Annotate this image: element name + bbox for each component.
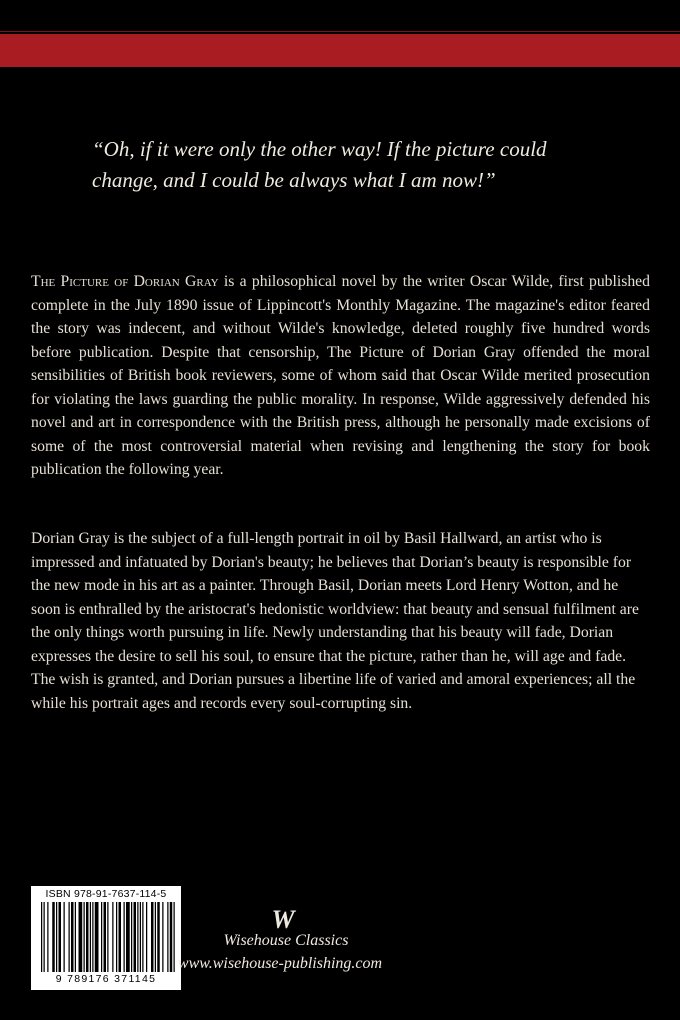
barcode-bar <box>131 902 132 972</box>
barcode-bar <box>119 902 122 972</box>
barcode-bar <box>107 902 108 972</box>
epigraph-quote: “Oh, if it were only the other way! If the picture could change, and I could be always what I am now!” <box>92 137 547 192</box>
barcode-bar <box>84 902 85 972</box>
barcode-bar <box>112 902 113 972</box>
barcode-bar <box>75 902 76 972</box>
barcode-bar <box>44 902 45 972</box>
barcode-bar <box>104 902 107 972</box>
barcode-bar <box>151 902 154 972</box>
barcode-bar <box>64 902 65 972</box>
book-title-small-caps: The Picture of Dorian Gray <box>31 273 219 290</box>
barcode-bar <box>71 902 74 972</box>
barcode-bar <box>95 902 99 972</box>
barcode-bar <box>47 902 48 972</box>
barcode-bar <box>116 902 117 972</box>
barcode-bar <box>92 902 93 972</box>
publisher-name: Wisehouse Classics <box>223 932 349 949</box>
barcode-bar <box>56 902 57 972</box>
barcode-bar <box>52 902 55 972</box>
barcode-bar <box>140 902 141 972</box>
ean-digits: 9 789176 371145 <box>55 973 157 985</box>
barcode-bar <box>101 902 102 972</box>
barcode-bar <box>142 902 143 972</box>
barcode-bar <box>41 902 42 972</box>
barcode-bar <box>137 902 138 972</box>
barcode-bars <box>41 902 177 972</box>
isbn-label: ISBN 978-91-7637-114-5 <box>45 888 167 900</box>
top-red-band <box>0 34 680 67</box>
synopsis-paragraph-1-text: is a philosophical novel by the writer Oscar Wilde, first published complete in the July 1890 issue of Lippincott's Monthly Magazine. The magazine's editor feared the story was indecent, and without Wilde's knowledge, deleted roughly five hundred words before publication. Despite that censorship, The Picture of Dorian Gray offended the moral sensibilities of British book reviewers, some of whom said that Oscar Wilde merited prosecution for violating the laws guarding the public morality. In response, Wilde aggressively defended his novel and art in correspondence with the British press, although he personally made excisions of some of the most controversial material when revising and lengthening the story for book publication the following year. <box>31 273 650 478</box>
top-band-edge <box>0 31 680 32</box>
barcode-bar <box>86 902 89 972</box>
barcode-bar <box>124 902 125 972</box>
barcode-bar <box>59 902 62 972</box>
barcode-bar <box>69 902 70 972</box>
barcode-bar <box>90 902 91 972</box>
publisher-website: www.wisehouse-publishing.com <box>177 955 383 972</box>
synopsis-paragraph-1 <box>31 270 650 482</box>
synopsis-paragraph-2: Dorian Gray is the subject of a full-length portrait in oil by Basil Hallward, an artist who is impressed and infatuated by Dorian's beauty; he believes that Dorian’s beauty is responsible for the new mode in his art as a painter. Through Basil, Dorian meets Lord Henry Wotton, and he soon is enthralled by the aristocrat's hedonistic worldview: that beauty and sensual fulfilment are the only things worth pursuing in life. Newly understanding that his beauty will fade, Dorian expresses the desire to sell his soul, to ensure that the picture, rather than he, will age and fade. The wish is granted, and Dorian pursues a libertine life of varied and amoral experiences; all the while his portrait ages and records every soul-corrupting sin. <box>31 530 639 712</box>
isbn-barcode <box>31 886 181 990</box>
publisher-logo-icon <box>268 904 298 934</box>
svg-text:W: W <box>271 905 295 934</box>
barcode-bar <box>126 902 130 972</box>
barcode-bar <box>134 902 137 972</box>
barcode-bar <box>146 902 147 972</box>
barcode-bar <box>155 902 156 972</box>
barcode-bar <box>79 902 83 972</box>
